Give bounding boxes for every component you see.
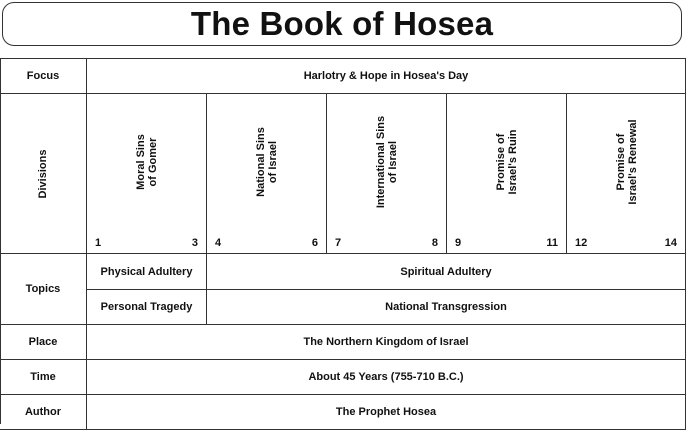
division-title xyxy=(375,92,399,232)
place-label: Place xyxy=(28,336,58,348)
division-title xyxy=(255,92,279,232)
row-label-place xyxy=(0,325,87,360)
topic-physical-adultery xyxy=(87,254,207,290)
row-label-focus xyxy=(0,58,87,94)
division-title-line1: National Sins xyxy=(255,127,267,197)
topics-label: Topics xyxy=(25,283,61,295)
division-column xyxy=(447,94,567,254)
division-column xyxy=(567,94,686,254)
chapter-start: 12 xyxy=(575,237,588,249)
division-title-line2: of Israel xyxy=(267,140,279,184)
topic-national-transgression xyxy=(207,290,686,325)
page-title: The Book of Hosea xyxy=(190,5,494,42)
chapter-end: 6 xyxy=(311,237,318,249)
division-column xyxy=(87,94,207,254)
chapter-end: 14 xyxy=(664,237,677,249)
division-title xyxy=(495,92,519,232)
topic-text: Personal Tragedy xyxy=(100,301,193,313)
time-value xyxy=(87,360,686,395)
division-title-line1: Moral Sins xyxy=(135,134,147,190)
division-column xyxy=(207,94,327,254)
chapter-start: 7 xyxy=(335,237,342,249)
title-banner xyxy=(2,2,682,46)
chapter-start: 1 xyxy=(95,237,102,249)
division-title-line1: Promise of xyxy=(614,133,627,191)
row-label-divisions xyxy=(0,94,87,254)
topic-text: National Transgression xyxy=(385,301,507,313)
division-title-line1: International Sins xyxy=(375,115,387,209)
author-text: The Prophet Hosea xyxy=(335,406,437,418)
topic-personal-tragedy xyxy=(87,290,207,325)
division-column xyxy=(327,94,447,254)
division-title-line1: Promise of xyxy=(495,133,507,191)
division-title-line2: Israel's Ruin xyxy=(507,129,519,195)
topic-text: Spiritual Adultery xyxy=(400,265,492,278)
focus-value xyxy=(87,58,686,94)
chapter-end: 3 xyxy=(191,237,198,249)
focus-text: Harlotry & Hope in Hosea's Day xyxy=(303,69,469,82)
topic-text: Physical Adultery xyxy=(100,265,193,278)
row-label-time xyxy=(0,360,87,395)
chapter-end: 8 xyxy=(431,237,438,249)
overview-chart xyxy=(0,58,686,424)
row-label-topics xyxy=(0,254,87,325)
divisions-label: Divisions xyxy=(37,149,49,198)
time-label: Time xyxy=(30,371,56,383)
author-label: Author xyxy=(24,406,62,418)
place-text: The Northern Kingdom of Israel xyxy=(303,336,469,348)
division-title-line2: Israel's Renewal xyxy=(626,119,639,205)
focus-label: Focus xyxy=(26,69,60,82)
division-title-line2: of Israel xyxy=(387,140,399,184)
topic-spiritual-adultery xyxy=(207,254,686,290)
place-value xyxy=(87,325,686,360)
division-title xyxy=(135,92,159,232)
author-value xyxy=(87,395,686,430)
division-title xyxy=(615,92,639,232)
division-title-line2: of Gomer xyxy=(147,137,159,187)
time-text: About 45 Years (755-710 B.C.) xyxy=(308,371,464,383)
chapter-start: 9 xyxy=(455,237,462,249)
chapter-start: 4 xyxy=(215,237,222,249)
chapter-end: 11 xyxy=(546,237,558,249)
row-label-author xyxy=(0,395,87,430)
